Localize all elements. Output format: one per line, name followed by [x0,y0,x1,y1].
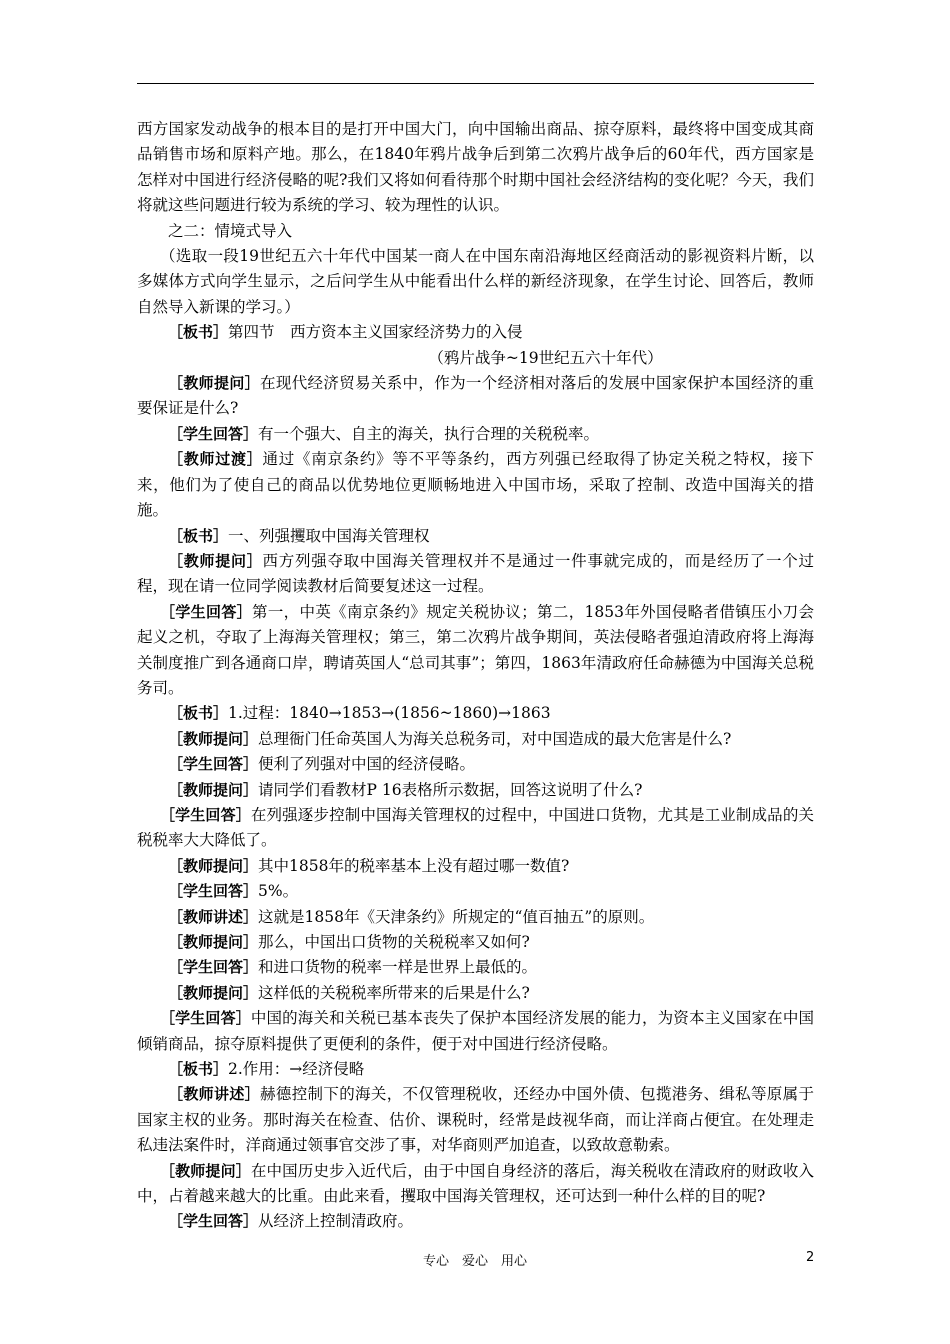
paragraph: ［教师提问］其中1858年的税率基本上没有超过哪一数值? [168,856,570,875]
paragraph: ［教师提问］总理衙门任命英国人为海关总税务司，对中国造成的最大危害是什么? [168,729,732,748]
paragraph: ［教师讲述］赫德控制下的海关，不仅管理税收，还经办中国外债、包揽港务、缉私等原属于国家主权的业务。那时海关在检查、估价、课税时，经常是歧视华商，而让洋商占便宜。在处理走私违法案件时，洋商通过领事官交涉了事，对华商则严加追查，以致故意勒索。 [137,1085,814,1155]
paragraph: ［板书］一、列强攫取中国海关管理权 [168,526,430,545]
dialogue-tag: ［教师提问］ [168,551,263,570]
paragraph: ［教师过渡］通过《南京条约》等不平等条约，西方列强已经取得了协定关税之特权，接下来，他们为了使自己的商品以优势地位更顺畅地进入中国市场，采取了控制、改造中国海关的措施。 [137,450,814,520]
paragraph: （选取一段19世纪五六十年代中国某一商人在中国东南沿海地区经商活动的影视资料片断，以多媒体方式向学生显示，之后问学生从中能看出什么样的新经济现象，在学生讨论、回答后，教师自然导入新课的学习。） [137,247,814,316]
dialogue-tag: ［学生回答］ [160,1009,251,1028]
header-rule [137,83,814,84]
document-body [137,117,814,1235]
paragraph: ［学生回答］在列强逐步控制中国海关管理权的过程中，中国进口货物，尤其是工业制成品的关税税率大大降低了。 [137,805,814,850]
paragraph: ［教师提问］在现代经济贸易关系中，作为一个经济相对落后的发展中国家保护本国经济的重要保证是什么? [137,374,814,418]
paragraph: ［板书］2.作用：→经济侵略 [168,1060,365,1079]
dialogue-tag: ［教师提问］ [168,856,259,875]
dialogue-tag: ［板书］ [168,704,229,723]
paragraph: ［教师提问］西方列强夺取中国海关管理权并不是通过一件事就完成的，而是经历了一个过程，现在请一位同学阅读教材后简要复述这一过程。 [137,551,814,596]
dialogue-tag: ［学生回答］ [168,424,259,443]
dialogue-tag: ［学生回答］ [160,602,253,621]
dialogue-tag: ［板书］ [168,526,229,545]
paragraph: ［学生回答］从经济上控制清政府。 [168,1212,414,1231]
dialogue-tag: ［板书］ [168,1060,229,1079]
paragraph: ［板书］1.过程：1840→1853→(1856~1860)→1863 [168,704,551,723]
paragraph: （鸦片战争~19世纪五六十年代） [428,348,663,367]
dialogue-tag: ［教师提问］ [168,374,261,393]
footer-slogan: 专心 爱心 用心 [422,1254,527,1269]
dialogue-tag: ［教师提问］ [168,729,259,748]
paragraph: 之二：情境式导入 [168,221,293,240]
dialogue-tag: ［教师过渡］ [168,450,263,469]
dialogue-tag: ［教师讲述］ [168,1085,261,1104]
dialogue-tag: ［学生回答］ [168,958,259,977]
paragraph: ［学生回答］和进口货物的税率一样是世界上最低的。 [168,958,538,977]
dialogue-tag: ［教师讲述］ [168,907,259,926]
dialogue-tag: ［教师提问］ [168,983,259,1002]
dialogue-tag: ［学生回答］ [168,755,259,774]
paragraph: ［教师提问］这样低的关税税率所带来的后果是什么? [168,983,530,1002]
dialogue-tag: ［学生回答］ [168,882,259,901]
paragraph: ［学生回答］5%。 [168,882,299,901]
paragraph: ［学生回答］中国的海关和关税已基本丧失了保护本国经济发展的能力，为资本主义国家在中国倾销商品，掠夺原料提供了更便利的条件，便于对中国进行经济侵略。 [137,1009,814,1053]
paragraph: ［板书］第四节 西方资本主义国家经济势力的入侵 [168,323,523,342]
dialogue-tag: ［板书］ [168,323,229,342]
paragraph: ［教师提问］请同学们看教材P 16表格所示数据，回答这说明了什么? [168,780,643,799]
dialogue-tag: ［学生回答］ [168,1212,259,1231]
paragraph: ［教师讲述］这就是1858年《天津条约》所规定的“值百抽五”的原则。 [168,907,655,926]
dialogue-tag: ［教师提问］ [168,933,259,951]
paragraph: ［学生回答］第一，中英《南京条约》规定关税协议；第二，1853年外国侵略者借镇压小刀会起义之机，夺取了上海海关管理权；第三，第二次鸦片战争期间，英法侵略者强迫清政府将上海海关制度推广到各通商口岸，聘请英国人“总司其事”；第四，1863年清政府任命赫德为中国海关总税务司。 [137,602,814,697]
paragraph: ［教师提问］在中国历史步入近代后，由于中国自身经济的落后，海关税收在清政府的财政收入中，占着越来越大的比重。由此来看，攫取中国海关管理权，还可达到一种什么样的目的呢? [137,1161,814,1206]
paragraph: ［教师提问］那么，中国出口货物的关税税率又如何? [168,933,530,951]
paragraph: ［学生回答］便利了列强对中国的经济侵略。 [168,755,476,774]
dialogue-tag: ［教师提问］ [160,1161,251,1180]
dialogue-tag: ［学生回答］ [160,805,251,824]
dialogue-tag: ［教师提问］ [168,780,259,799]
page-number: 2 [806,1250,815,1265]
paragraph: 西方国家发动战争的根本目的是打开中国大门，向中国输出商品、掠夺原料，最终将中国变成其商品销售市场和原料产地。那么，在1840年鸦片战争后到第二次鸦片战争后的60年代，西方国家是怎样对中国进行经济侵略的呢?我们又将如何看待那个时期中国社会经济结构的变化呢？今天，我们将就这些问题进行较为系统的学习、较为理性的认识。 [137,120,814,215]
paragraph: ［学生回答］有一个强大、自主的海关，执行合理的关税税率。 [168,424,600,443]
